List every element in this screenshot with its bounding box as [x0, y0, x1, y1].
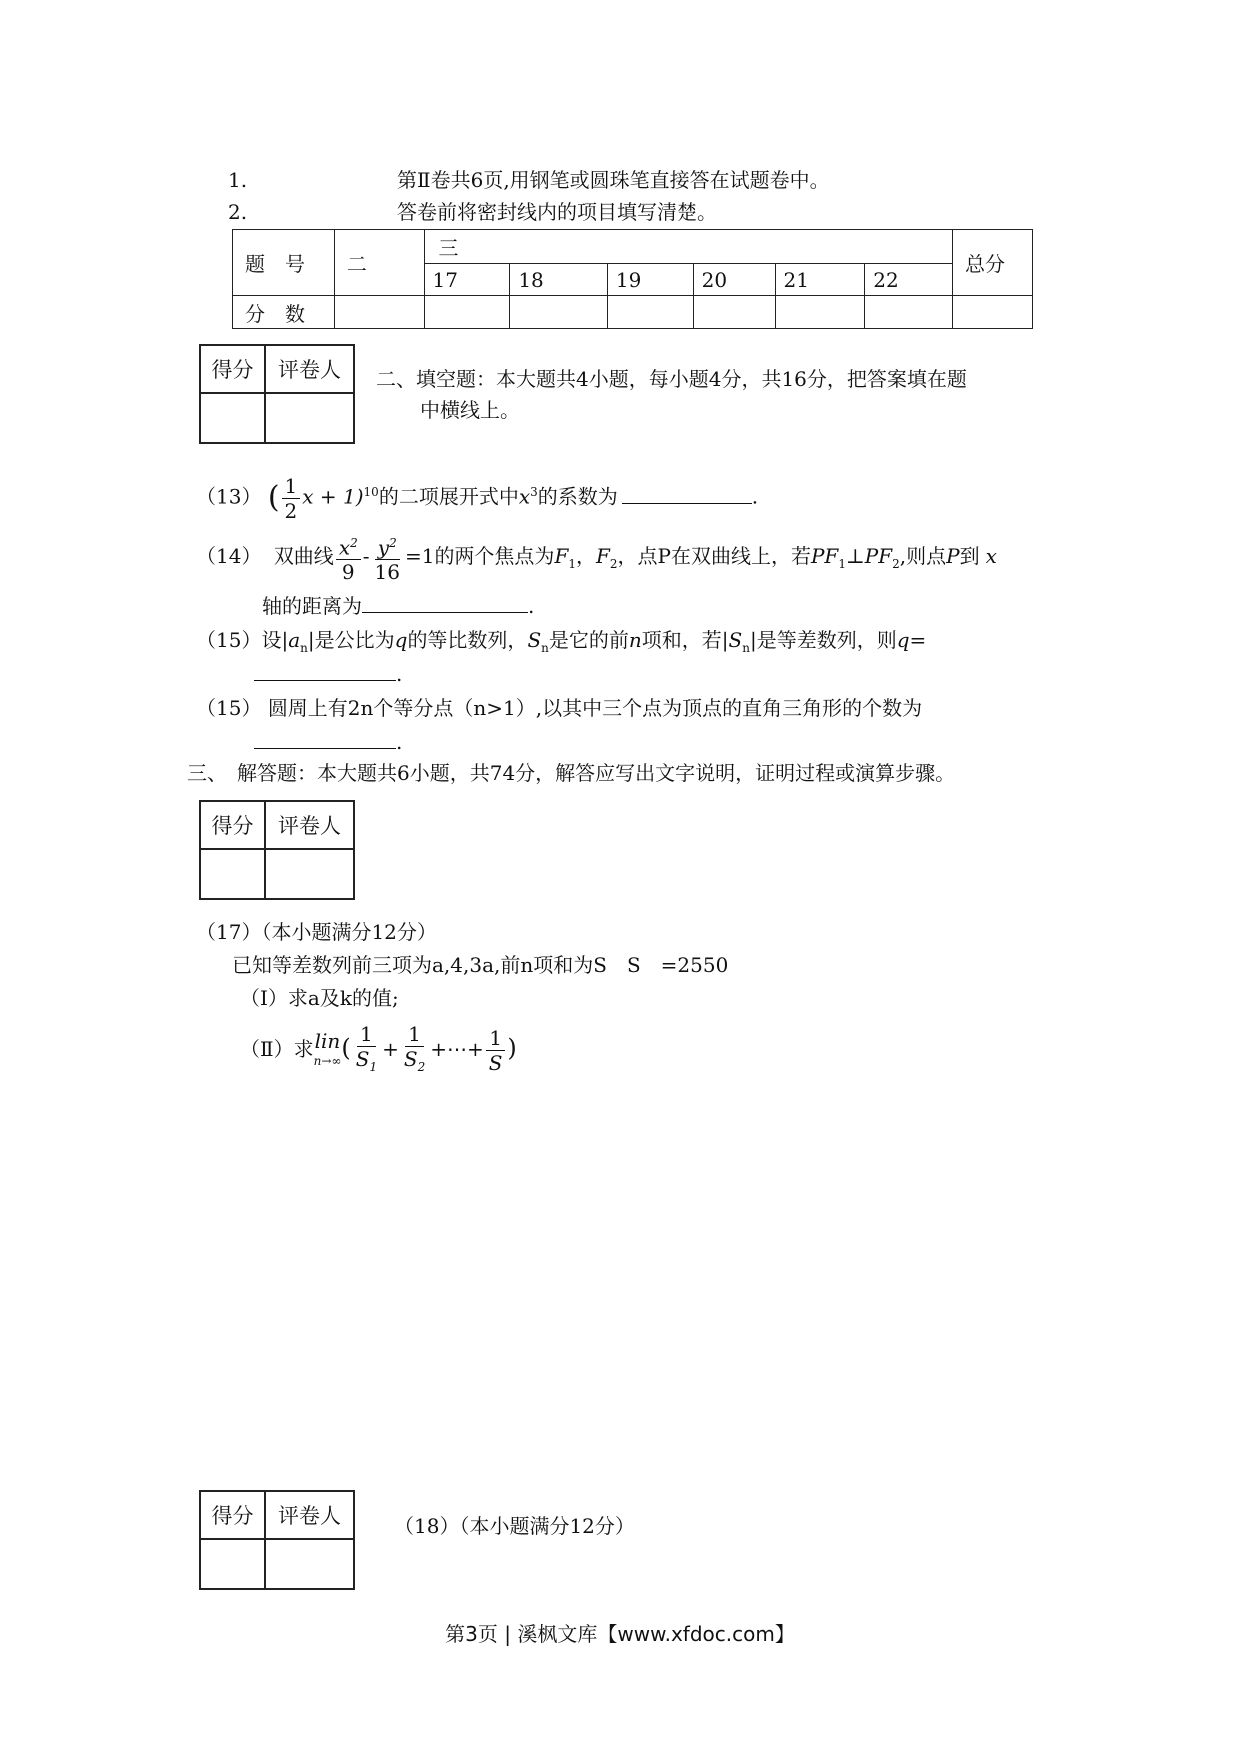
q14-cond-a: PF	[810, 544, 839, 568]
col-q19: 19	[607, 264, 693, 296]
note-2-number: 2.	[228, 200, 248, 224]
q14-cond-b-sub: 2	[892, 557, 900, 571]
q14-minus: -	[362, 544, 370, 568]
q13-frac-num: 1	[282, 474, 301, 499]
q15b-text: 圆周上有2n个等分点（n>1）,以其中三个点为顶点的直角三角形的个数为	[267, 696, 923, 720]
q18-title: （18）（本小题满分12分）	[394, 1514, 635, 1538]
q14-cond-a-sub: 1	[838, 557, 846, 571]
q17-lim-sub: n→∞	[313, 1053, 342, 1068]
q14-f1-var: x	[338, 535, 351, 560]
section2-heading-line2: 中横线上。	[420, 398, 520, 422]
q14-text-b: 的两个焦点为	[434, 544, 555, 568]
q15a-Sn2-sub: n	[742, 641, 750, 655]
q17-S1: S	[355, 1047, 370, 1071]
grader-score-cell[interactable]	[200, 1539, 265, 1589]
q14-f1-exp: 2	[350, 535, 358, 550]
q17-plus: +	[382, 1037, 399, 1061]
col-part-2: 二	[334, 230, 424, 296]
q14-fraction-2	[372, 531, 403, 585]
q17-frac-1	[353, 1022, 380, 1079]
score-cell-q19[interactable]	[607, 296, 693, 329]
q14-f1-den: 9	[341, 560, 355, 585]
q17-dots: +⋯+	[430, 1037, 484, 1061]
q15a-an-sub: n	[300, 641, 308, 655]
q14-x: x	[985, 544, 997, 568]
q14-F1-sub: 1	[568, 557, 576, 571]
col-q22: 22	[865, 264, 953, 296]
q17-open-paren: (	[341, 1034, 351, 1062]
grader-name-label: 评卷人	[265, 345, 354, 393]
col-total: 总分	[953, 230, 1033, 296]
q14-text-d: ,则点	[899, 544, 947, 568]
q14-text-c: ，点P在双曲线上，若	[617, 544, 811, 568]
section2-heading-line1: 二、填空题：本大题共4小题，每小题4分，共16分，把答案填在题	[376, 367, 967, 391]
col-part-3: 三	[424, 230, 952, 264]
q17-statement: 已知等差数列前三项为a,4,3a,前n项和为S S =2550	[232, 953, 729, 977]
q14-f2-num	[375, 531, 400, 561]
question-15-a	[196, 626, 926, 662]
note-2-text: 答卷前将密封线内的项目填写清楚。	[397, 200, 717, 224]
score-cell-part2[interactable]	[334, 296, 424, 329]
q14-line2-text: 轴的距离为	[262, 594, 362, 618]
q17-part2-label: （Ⅱ）求	[240, 1037, 314, 1061]
q15a-text-b: |是公比为	[307, 628, 395, 652]
q15a-Sn2: S	[728, 628, 743, 652]
q13-exp10: 10	[363, 485, 379, 499]
q14-P: P	[946, 544, 960, 568]
q15a-text-c: 的等比数列，	[407, 628, 528, 652]
q15a-an: a	[288, 628, 301, 652]
q17-part-1: （Ⅰ）求a及k的值;	[240, 986, 399, 1010]
score-cell-q22[interactable]	[865, 296, 953, 329]
grader-score-label: 得分	[200, 345, 265, 393]
q13-expr: x + 1)	[302, 484, 364, 509]
q17-close-paren: )	[507, 1034, 517, 1062]
q15a-answer-blank[interactable]	[254, 660, 396, 681]
q13-frac-den: 2	[284, 498, 298, 523]
q14-answer-blank[interactable]	[362, 592, 528, 613]
q14-f2-den: 16	[374, 560, 400, 585]
score-cell-q20[interactable]	[693, 296, 775, 329]
q13-fraction	[282, 474, 301, 523]
q15a-number: （15）	[196, 628, 262, 652]
q14-number: （14）	[196, 544, 262, 568]
q14-perp: ⊥	[845, 544, 865, 568]
q13-text-b: 的系数为	[537, 484, 618, 509]
q13-answer-blank[interactable]	[622, 483, 752, 504]
grader-score-cell[interactable]	[200, 393, 265, 443]
note-1-number: 1.	[228, 168, 248, 192]
grader-name-label: 评卷人	[265, 801, 354, 849]
q17-S2-sub: 2	[417, 1060, 426, 1074]
section3-heading: 三、 解答题：本大题共6小题，共74分，解答应写出文字说明，证明过程或演算步骤。	[187, 761, 956, 785]
row-label-question-number: 题 号	[233, 230, 335, 296]
q14-comma: ，	[575, 544, 596, 568]
q13-open-paren: (	[267, 480, 280, 516]
q14-fraction-1	[336, 531, 361, 585]
q14-F2-sub: 2	[609, 557, 618, 571]
q15b-answer-blank[interactable]	[254, 728, 396, 749]
q17-lim-text: lin	[314, 1028, 341, 1053]
q17-frac2-den	[401, 1047, 428, 1079]
q17-frac1-num: 1	[357, 1022, 376, 1047]
q13-var: x	[518, 484, 531, 509]
grader-score-label: 得分	[200, 801, 265, 849]
q14-end: .	[528, 594, 535, 618]
q15a-text-d: 是它的前	[548, 628, 629, 652]
q17-frac3-den: S	[488, 1051, 503, 1075]
q15a-q: q	[394, 628, 408, 652]
question-14	[196, 528, 997, 592]
q15a-eq: =	[909, 628, 927, 652]
note-1	[228, 166, 247, 194]
note-2	[228, 198, 247, 226]
q17-S1-sub: 1	[369, 1060, 378, 1074]
q15a-end: .	[396, 662, 403, 686]
q13-exp3: 3	[530, 485, 538, 499]
grader-name-label: 评卷人	[265, 1491, 354, 1539]
question-14-line2	[262, 592, 534, 620]
grader-name-cell[interactable]	[265, 1539, 354, 1589]
q15b-end: .	[396, 730, 403, 754]
q17-limit	[313, 1028, 342, 1071]
q15a-text-a: 设|	[261, 628, 289, 652]
q14-F2: F	[595, 544, 610, 568]
grader-box-q17	[199, 800, 355, 900]
grader-box-q18	[199, 1490, 355, 1590]
col-q20: 20	[693, 264, 775, 296]
q15a-Sn-sub: n	[541, 641, 549, 655]
q15b-number: （15）	[196, 696, 262, 720]
grader-score-cell[interactable]	[200, 849, 265, 899]
grader-score-label: 得分	[200, 1491, 265, 1539]
col-q17: 17	[424, 264, 510, 296]
q14-f2-exp: 2	[389, 535, 397, 550]
q17-frac2-num: 1	[405, 1022, 424, 1047]
q17-part-2	[240, 1020, 517, 1079]
note-1-text: 第Ⅱ卷共6页,用钢笔或圆珠笔直接答在试题卷中。	[397, 168, 830, 192]
q15a-text-e: 项和，若|	[641, 628, 729, 652]
q14-F1: F	[554, 544, 569, 568]
grader-name-cell[interactable]	[265, 393, 354, 443]
q13-number: （13）	[196, 484, 262, 509]
q15a-Sn: S	[527, 628, 542, 652]
score-cell-q21[interactable]	[775, 296, 865, 329]
q14-eq: =1	[404, 544, 435, 568]
score-cell-q17[interactable]	[424, 296, 510, 329]
q14-f2-var: y	[377, 535, 390, 560]
q14-text-e: 到	[959, 544, 980, 568]
row-label-score: 分 数	[233, 296, 335, 329]
q17-frac1-den	[353, 1047, 380, 1079]
grader-box-section2	[199, 344, 355, 444]
q13-text-a: 的二项展开式中	[378, 484, 519, 509]
question-15-a-line2	[254, 660, 402, 688]
q14-f1-num	[336, 531, 361, 561]
q17-S2: S	[403, 1047, 418, 1071]
q17-frac-3	[486, 1026, 506, 1075]
q17-title: （17）（本小题满分12分）	[196, 920, 437, 944]
grader-name-cell[interactable]	[265, 849, 354, 899]
question-13	[196, 464, 758, 526]
q15a-n: n	[628, 628, 642, 652]
col-q21: 21	[775, 264, 865, 296]
question-15-b-line2	[254, 728, 402, 756]
q14-cond-b: PF	[864, 544, 893, 568]
score-cell-q18[interactable]	[510, 296, 608, 329]
page-footer: 第3页 | 溪枫文库【www.xfdoc.com】	[445, 1622, 795, 1646]
q17-frac-2	[401, 1022, 428, 1079]
q15a-text-f: |是等差数列，则	[749, 628, 897, 652]
question-15-b	[196, 694, 922, 722]
score-cell-total[interactable]	[953, 296, 1033, 329]
q15a-q2: q	[896, 628, 910, 652]
score-table	[232, 229, 1033, 329]
col-q18: 18	[510, 264, 608, 296]
q13-end: .	[751, 484, 759, 509]
q17-frac3-num: 1	[486, 1026, 505, 1051]
q14-text-a: 双曲线	[273, 544, 334, 568]
